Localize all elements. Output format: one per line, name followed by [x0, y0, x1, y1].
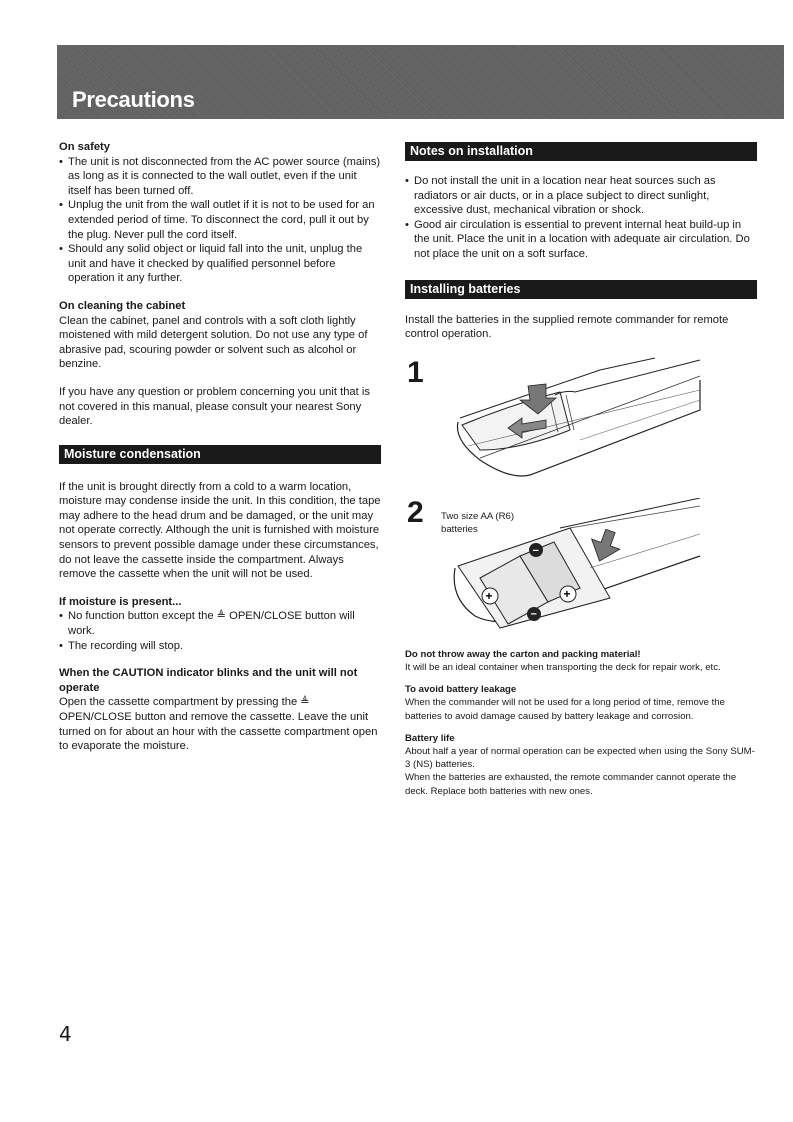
- moisture-present-list: [59, 609, 381, 653]
- header-banner: [57, 45, 784, 119]
- svg-text:+: +: [563, 586, 571, 601]
- installation-list: [405, 174, 757, 262]
- caution-text: Open the cassette compartment by pressing the ≜ OPEN/CLOSE button and remove the cassette. Leave the unit turned on for about an hour with the cassette compartment open to evaporate the moisture.: [59, 696, 378, 753]
- step-2-caption: Two size AA (R6) batteries: [441, 510, 515, 535]
- step-2: [405, 495, 757, 638]
- step-1: [405, 350, 757, 498]
- batteries-heading: Installing batteries: [405, 280, 757, 299]
- page-title: Precautions: [72, 87, 195, 112]
- battery-life-text-1: About half a year of normal operation can be expected when using the Sony SUM-3 (NS) batteries.: [405, 745, 755, 771]
- svg-text:−: −: [532, 544, 539, 557]
- leakage-heading: To avoid battery leakage: [405, 684, 517, 696]
- battery-insertion-illustration: [450, 498, 710, 638]
- list-item: • The recording will stop.: [59, 639, 381, 654]
- svg-text:−: −: [530, 608, 537, 621]
- moisture-present-heading: If moisture is present...: [59, 595, 182, 608]
- list-item: • Unplug the unit from the wall outlet if it is not to be used for an extended period of time. To disconnect the cord, pull it out by the plug. Never pull the cord itself.: [59, 198, 381, 242]
- moisture-text: If the unit is brought directly from a cold to a warm location, moisture may condense inside the unit. In this condition, the tape may adhere to the head drum and be damaged, or the unit may not operate correctly. Although the unit is furnished with moisture sensors to prevent possible damage under these circumstances, do not leave the cassette inside the compartment. Always remove the cassette when the unit will not be used.: [59, 480, 381, 581]
- installation-heading: Notes on installation: [405, 142, 757, 161]
- list-item: • No function button except the ≜ OPEN/CLOSE button will work.: [59, 609, 381, 638]
- carton-heading: Do not throw away the carton and packing material!: [405, 648, 641, 660]
- svg-text:+: +: [485, 588, 493, 603]
- list-item: • Good air circulation is essential to prevent internal heat build-up in the unit. Place the unit in a location with adequate air circulation. Do not place the unit on a soft surface.: [405, 218, 757, 262]
- page-number: 4: [59, 1022, 72, 1046]
- remote-lid-illustration: [450, 350, 710, 495]
- moisture-heading: Moisture condensation: [59, 445, 381, 464]
- leakage-text: When the commander will not be used for a long period of time, remove the batteries to avoid damage caused by battery leakage and corrosion.: [405, 697, 725, 722]
- cleaning-heading: On cleaning the cabinet: [59, 299, 186, 312]
- right-column: [405, 142, 757, 798]
- safety-heading: On safety: [59, 141, 110, 153]
- battery-life-text-2: When the batteries are exhausted, the remote commander cannot operate the deck. Replace both batteries with new ones.: [405, 772, 737, 797]
- left-column: [59, 140, 381, 754]
- batteries-intro: Install the batteries in the supplied remote commander for remote control operation.: [405, 313, 729, 341]
- list-item: • Should any solid object or liquid fall into the unit, unplug the unit and have it checked by qualified personnel before operation it any further.: [59, 242, 381, 286]
- carton-text: It will be an ideal container when transporting the deck for repair work, etc.: [405, 661, 721, 673]
- list-item: • Do not install the unit in a location near heat sources such as radiators or air ducts, or in a place subject to direct sunlight, excessive dust, mechanical vibration or shock.: [405, 174, 757, 218]
- list-item: • The unit is not disconnected from the AC power source (mains) as long as it is connected to the wall outlet, even if the unit itself has been turned off.: [59, 155, 381, 199]
- dealer-note: If you have any question or problem concerning you unit that is not covered in this manual, please consult your nearest Sony dealer.: [59, 385, 370, 428]
- safety-list: [59, 155, 381, 286]
- step-2-number: 2: [407, 495, 424, 529]
- battery-life-heading: Battery life: [405, 732, 455, 744]
- step-1-number: 1: [407, 355, 424, 389]
- cleaning-text: Clean the cabinet, panel and controls with a soft cloth lightly moistened with mild detergent solution. Do not use any type of abrasive pad, scouring powder or solvent such as alcohol or benzine.: [59, 314, 368, 371]
- caution-heading: When the CAUTION indicator blinks and the unit will not operate: [59, 667, 358, 694]
